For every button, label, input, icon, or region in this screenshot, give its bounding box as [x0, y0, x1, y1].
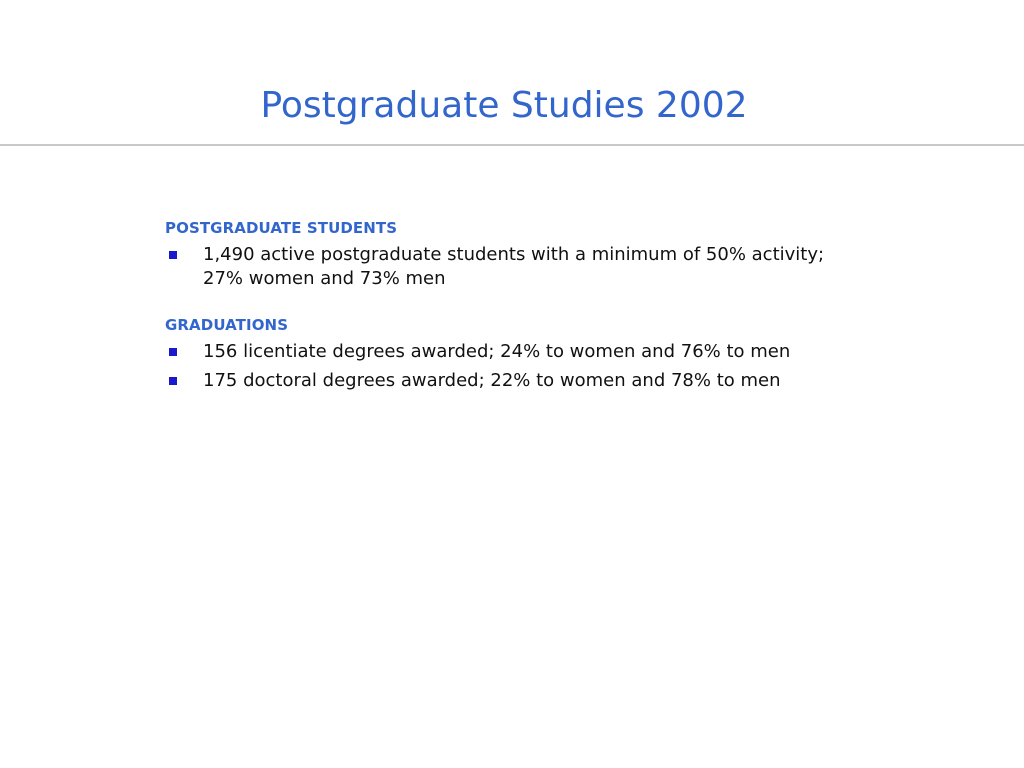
section-postgraduate-students	[165, 218, 865, 291]
list-item	[165, 369, 865, 393]
bullet-list	[165, 243, 865, 291]
list-item-text: 175 doctoral degrees awarded; 22% to women and 78% to men	[203, 370, 781, 391]
slide-content	[165, 218, 865, 417]
bullet-list	[165, 340, 865, 393]
section-graduations	[165, 315, 865, 393]
list-item-text: 156 licentiate degrees awarded; 24% to women and 76% to men	[203, 341, 791, 362]
section-heading: POSTGRADUATE STUDENTS	[165, 219, 398, 237]
list-item	[165, 340, 865, 364]
slide-title: Postgraduate Studies 2002	[260, 85, 748, 126]
square-bullet-icon	[169, 348, 177, 356]
list-item-text: 1,490 active postgraduate students with a minimum of 50% activity; 27% women and 73% men	[203, 244, 825, 289]
title-divider	[0, 144, 1024, 146]
section-heading: GRADUATIONS	[165, 316, 289, 334]
list-item	[165, 243, 865, 291]
square-bullet-icon	[169, 251, 177, 259]
square-bullet-icon	[169, 377, 177, 385]
